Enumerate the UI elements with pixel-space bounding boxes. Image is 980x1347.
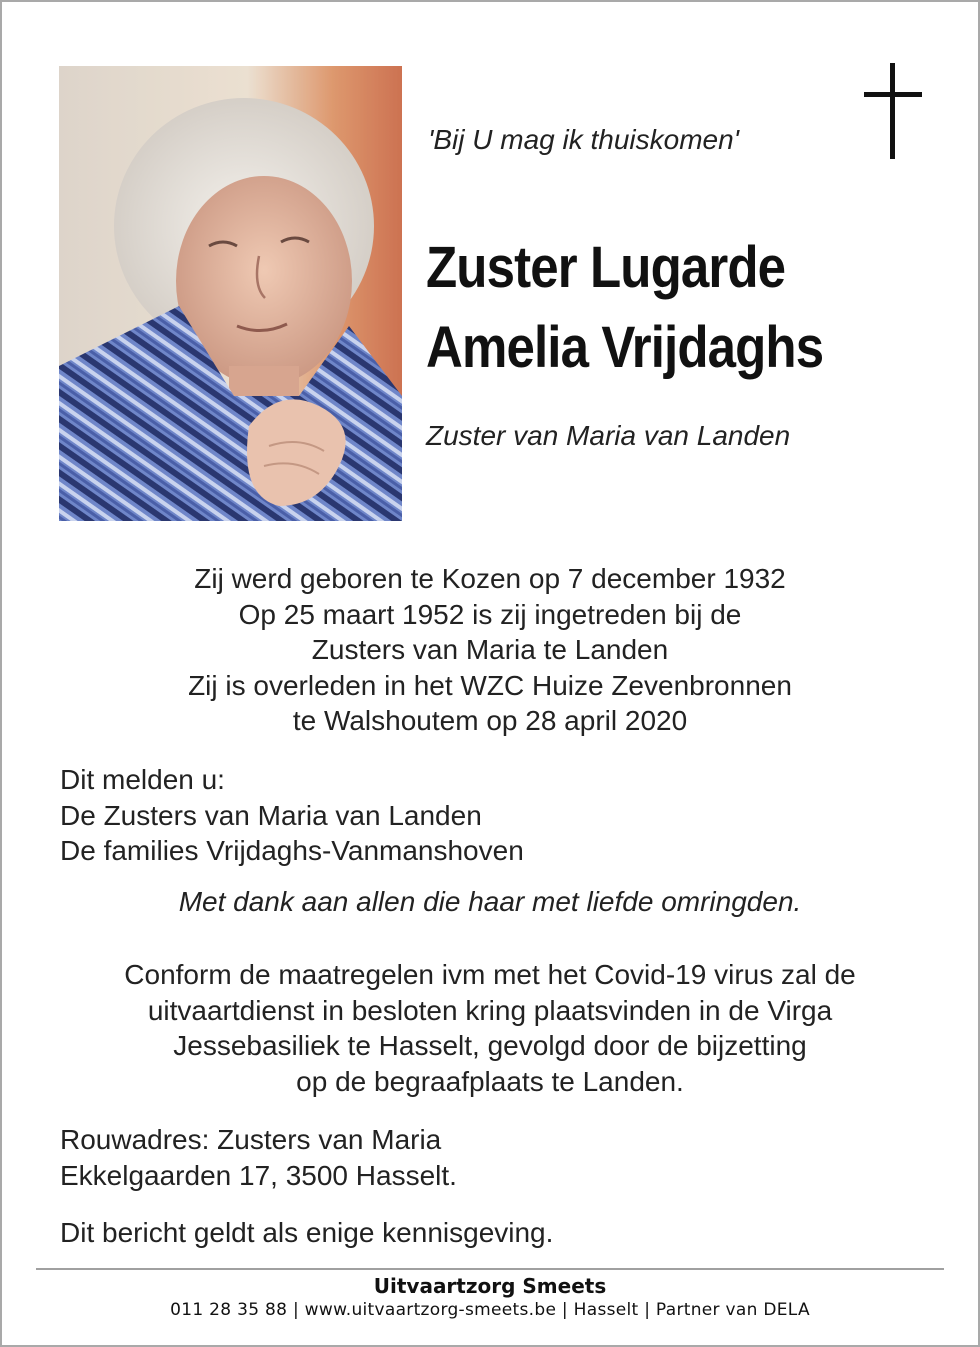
name-line-1: Zuster Lugarde: [426, 235, 786, 300]
religious-order: Zuster van Maria van Landen: [426, 420, 791, 451]
notice-text: Dit bericht geldt als enige kennisgeving.: [60, 1217, 554, 1248]
covid-line: uitvaartdienst in besloten kring plaatsvinden in de Virga: [147, 994, 833, 1026]
announce-line: De families Vrijdaghs-Vanmanshoven: [60, 835, 524, 866]
motto-quote: 'Bij U mag ik thuiskomen': [428, 124, 740, 155]
bio-line: Zij is overleden in het WZC Huize Zevenbronnen: [188, 669, 792, 701]
bio-line: te Walshoutem op 28 april 2020: [292, 705, 688, 736]
footer-divider: [36, 1268, 944, 1270]
cross-vertical-bar: [890, 63, 895, 159]
covid-line: Conform de maatregelen ivm met het Covid-19 virus zal de: [124, 959, 856, 990]
cross-horizontal-bar: [864, 92, 922, 97]
address-line: Ekkelgaarden 17, 3500 Hasselt.: [60, 1159, 457, 1191]
thanks-message: Met dank aan allen die haar met liefde omringden.: [178, 886, 802, 917]
deceased-name: [426, 228, 823, 388]
biography: [0, 561, 980, 739]
covid-line: Jessebasiliek te Hasselt, gevolgd door de bijzetting: [173, 1030, 807, 1061]
name-line-2: Amelia Vrijdaghs: [426, 315, 824, 380]
announcers: [60, 762, 524, 869]
announce-line: Dit melden u:: [60, 764, 225, 795]
portrait-photo: [59, 66, 402, 521]
bio-line: Zij werd geboren te Kozen op 7 december 1932: [194, 563, 786, 594]
bio-line: Zusters van Maria te Landen: [311, 634, 669, 665]
mourning-address: [60, 1122, 457, 1193]
cross-icon: [864, 63, 922, 159]
bio-line: Op 25 maart 1952 is zij ingetreden bij de: [238, 598, 742, 630]
funeral-arrangements: [0, 957, 980, 1099]
address-line: Rouwadres: Zusters van Maria: [60, 1124, 442, 1155]
covid-line: op de begraafplaats te Landen.: [296, 1065, 684, 1097]
funeral-home-name: Uitvaartzorg Smeets: [373, 1274, 607, 1298]
announce-line: De Zusters van Maria van Landen: [60, 799, 482, 831]
funeral-home-contact: 011 28 35 88 | www.uitvaartzorg-smeets.be | Hasselt | Partner van DELA: [170, 1300, 810, 1320]
